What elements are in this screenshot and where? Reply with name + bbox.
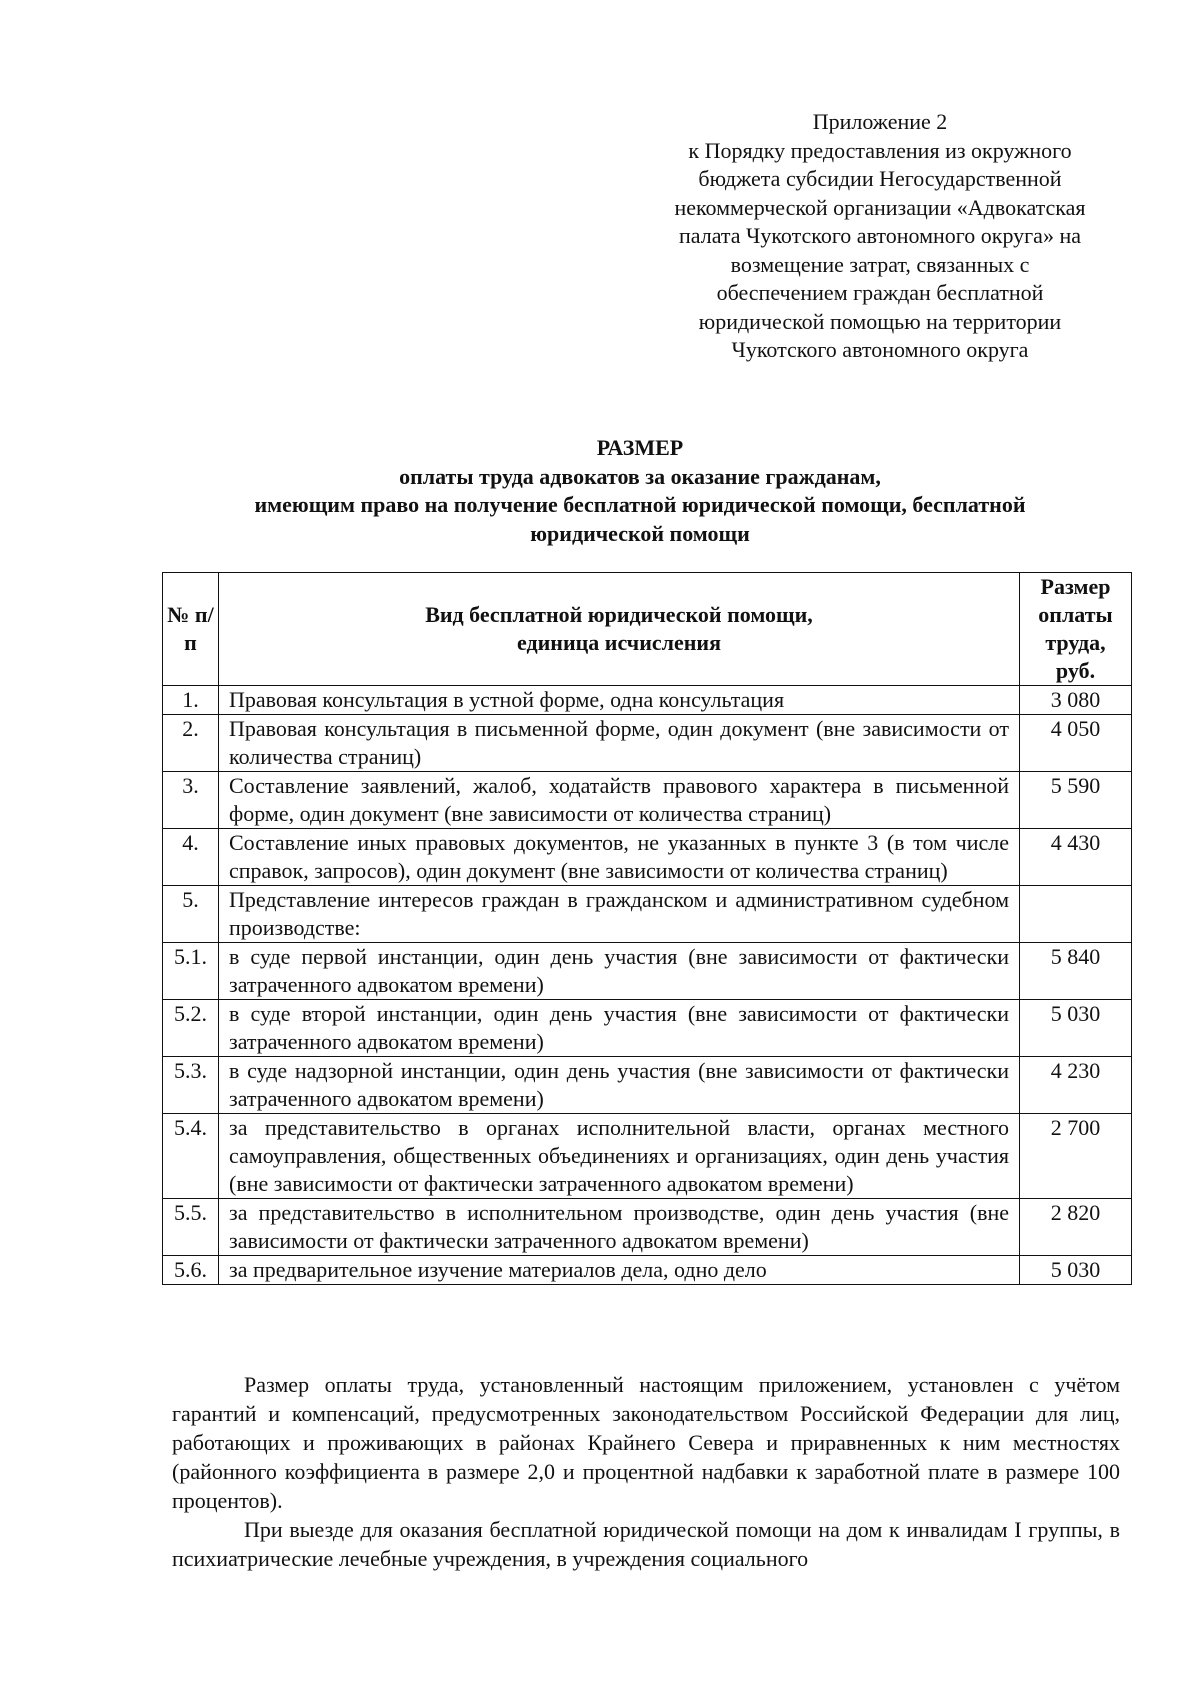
appendix-line: бюджета субсидии Негосударственной xyxy=(698,166,1062,191)
row-amount: 5 590 xyxy=(1020,772,1132,829)
table-row xyxy=(163,943,1132,1000)
title-line: имеющим право на получение бесплатной юридической помощи, бесплатной xyxy=(254,492,1026,517)
row-num: 1. xyxy=(163,686,219,715)
row-num: 5. xyxy=(163,886,219,943)
row-desc: Правовая консультация в устной форме, одна консультация xyxy=(219,686,1020,715)
row-num: 3. xyxy=(163,772,219,829)
header-amount: Размер оплаты труда, руб. xyxy=(1020,573,1132,686)
row-desc: Составление иных правовых документов, не указанных в пункте 3 (в том числе справок, запросов), один документ (вне зависимости от количества страниц) xyxy=(219,829,1020,886)
table-header-row xyxy=(163,573,1132,686)
row-amount: 5 030 xyxy=(1020,1000,1132,1057)
row-desc: в суде надзорной инстанции, один день участия (вне зависимости от фактически затраченного адвокатом времени) xyxy=(219,1057,1020,1114)
row-num: 5.2. xyxy=(163,1000,219,1057)
title-line: оплаты труда адвокатов за оказание гражданам, xyxy=(399,463,881,489)
row-num: 2. xyxy=(163,715,219,772)
row-amount: 4 050 xyxy=(1020,715,1132,772)
row-num: 5.3. xyxy=(163,1057,219,1114)
row-amount: 5 840 xyxy=(1020,943,1132,1000)
row-amount: 3 080 xyxy=(1020,686,1132,715)
appendix-line: палата Чукотского автономного округа» на xyxy=(678,223,1081,248)
row-num: 5.5. xyxy=(163,1199,219,1256)
row-amount xyxy=(1020,886,1132,943)
table-row xyxy=(163,772,1132,829)
title-line: юридической помощи xyxy=(530,520,750,546)
row-desc: за предварительное изучение материалов дела, одно дело xyxy=(219,1256,1020,1285)
body-text xyxy=(172,1370,1120,1573)
appendix-line: к Порядку предоставления из окружного xyxy=(688,137,1072,163)
table-row xyxy=(163,715,1132,772)
header-num: № п/п xyxy=(163,573,219,686)
table-row xyxy=(163,686,1132,715)
row-amount: 4 230 xyxy=(1020,1057,1132,1114)
appendix-header xyxy=(640,108,1120,365)
row-desc: Составление заявлений, жалоб, ходатайств правового характера в письменной форме, один документ (вне зависимости от количества страниц) xyxy=(219,772,1020,829)
row-desc: в суде первой инстанции, один день участия (вне зависимости от фактически затраченного адвокатом времени) xyxy=(219,943,1020,1000)
appendix-line: возмещение затрат, связанных с xyxy=(730,251,1030,277)
row-amount: 4 430 xyxy=(1020,829,1132,886)
paragraph: При выезде для оказания бесплатной юридической помощи на дом к инвалидам I группы, в психиатрические лечебные учреждения, в учреждения социального xyxy=(172,1517,1120,1571)
row-desc: за представительство в органах исполнительной власти, органах местного самоуправления, общественных объединениях и организациях, один день участия (вне зависимости от фактически затраченного адвокатом времени) xyxy=(219,1114,1020,1199)
title-line: РАЗМЕР xyxy=(596,435,684,460)
row-amount: 2 820 xyxy=(1020,1199,1132,1256)
row-amount: 2 700 xyxy=(1020,1114,1132,1199)
appendix-line: Чукотского автономного округа xyxy=(731,337,1029,362)
table-row xyxy=(163,829,1132,886)
table-row xyxy=(163,1199,1132,1256)
appendix-line: Приложение 2 xyxy=(812,109,948,134)
header-type: Вид бесплатной юридической помощи, единица исчисления xyxy=(219,573,1020,686)
table-row xyxy=(163,1114,1132,1199)
table-row xyxy=(163,1057,1132,1114)
table-row xyxy=(163,886,1132,943)
row-desc: за представительство в исполнительном производстве, один день участия (вне зависимости от фактически затраченного адвокатом времени) xyxy=(219,1199,1020,1256)
row-amount: 5 030 xyxy=(1020,1256,1132,1285)
appendix-line: некоммерческой организации «Адвокатская xyxy=(674,194,1086,220)
paragraph: Размер оплаты труда, установленный настоящим приложением, установлен с учётом гарантий и компенсаций, предусмотренных законодательством Российской Федерации для лиц, работающих и проживающих в районах Крайнего Севера и приравненных к ним местностях (районного коэффициента в размере 2,0 и процентной надбавки к заработной плате в размере 100 процентов). xyxy=(172,1372,1120,1513)
table-row xyxy=(163,1000,1132,1057)
row-num: 5.1. xyxy=(163,943,219,1000)
document-title xyxy=(160,434,1120,548)
appendix-line: юридической помощью на территории xyxy=(698,308,1062,334)
row-num: 5.6. xyxy=(163,1256,219,1285)
row-num: 4. xyxy=(163,829,219,886)
table-row xyxy=(163,1256,1132,1285)
row-desc: Правовая консультация в письменной форме, один документ (вне зависимости от количества страниц) xyxy=(219,715,1020,772)
rates-table xyxy=(162,572,1132,1285)
row-desc: в суде второй инстанции, один день участия (вне зависимости от фактически затраченного адвокатом времени) xyxy=(219,1000,1020,1057)
appendix-line: обеспечением граждан бесплатной xyxy=(716,280,1044,305)
row-desc: Представление интересов граждан в гражданском и административном судебном производстве: xyxy=(219,886,1020,943)
row-num: 5.4. xyxy=(163,1114,219,1199)
